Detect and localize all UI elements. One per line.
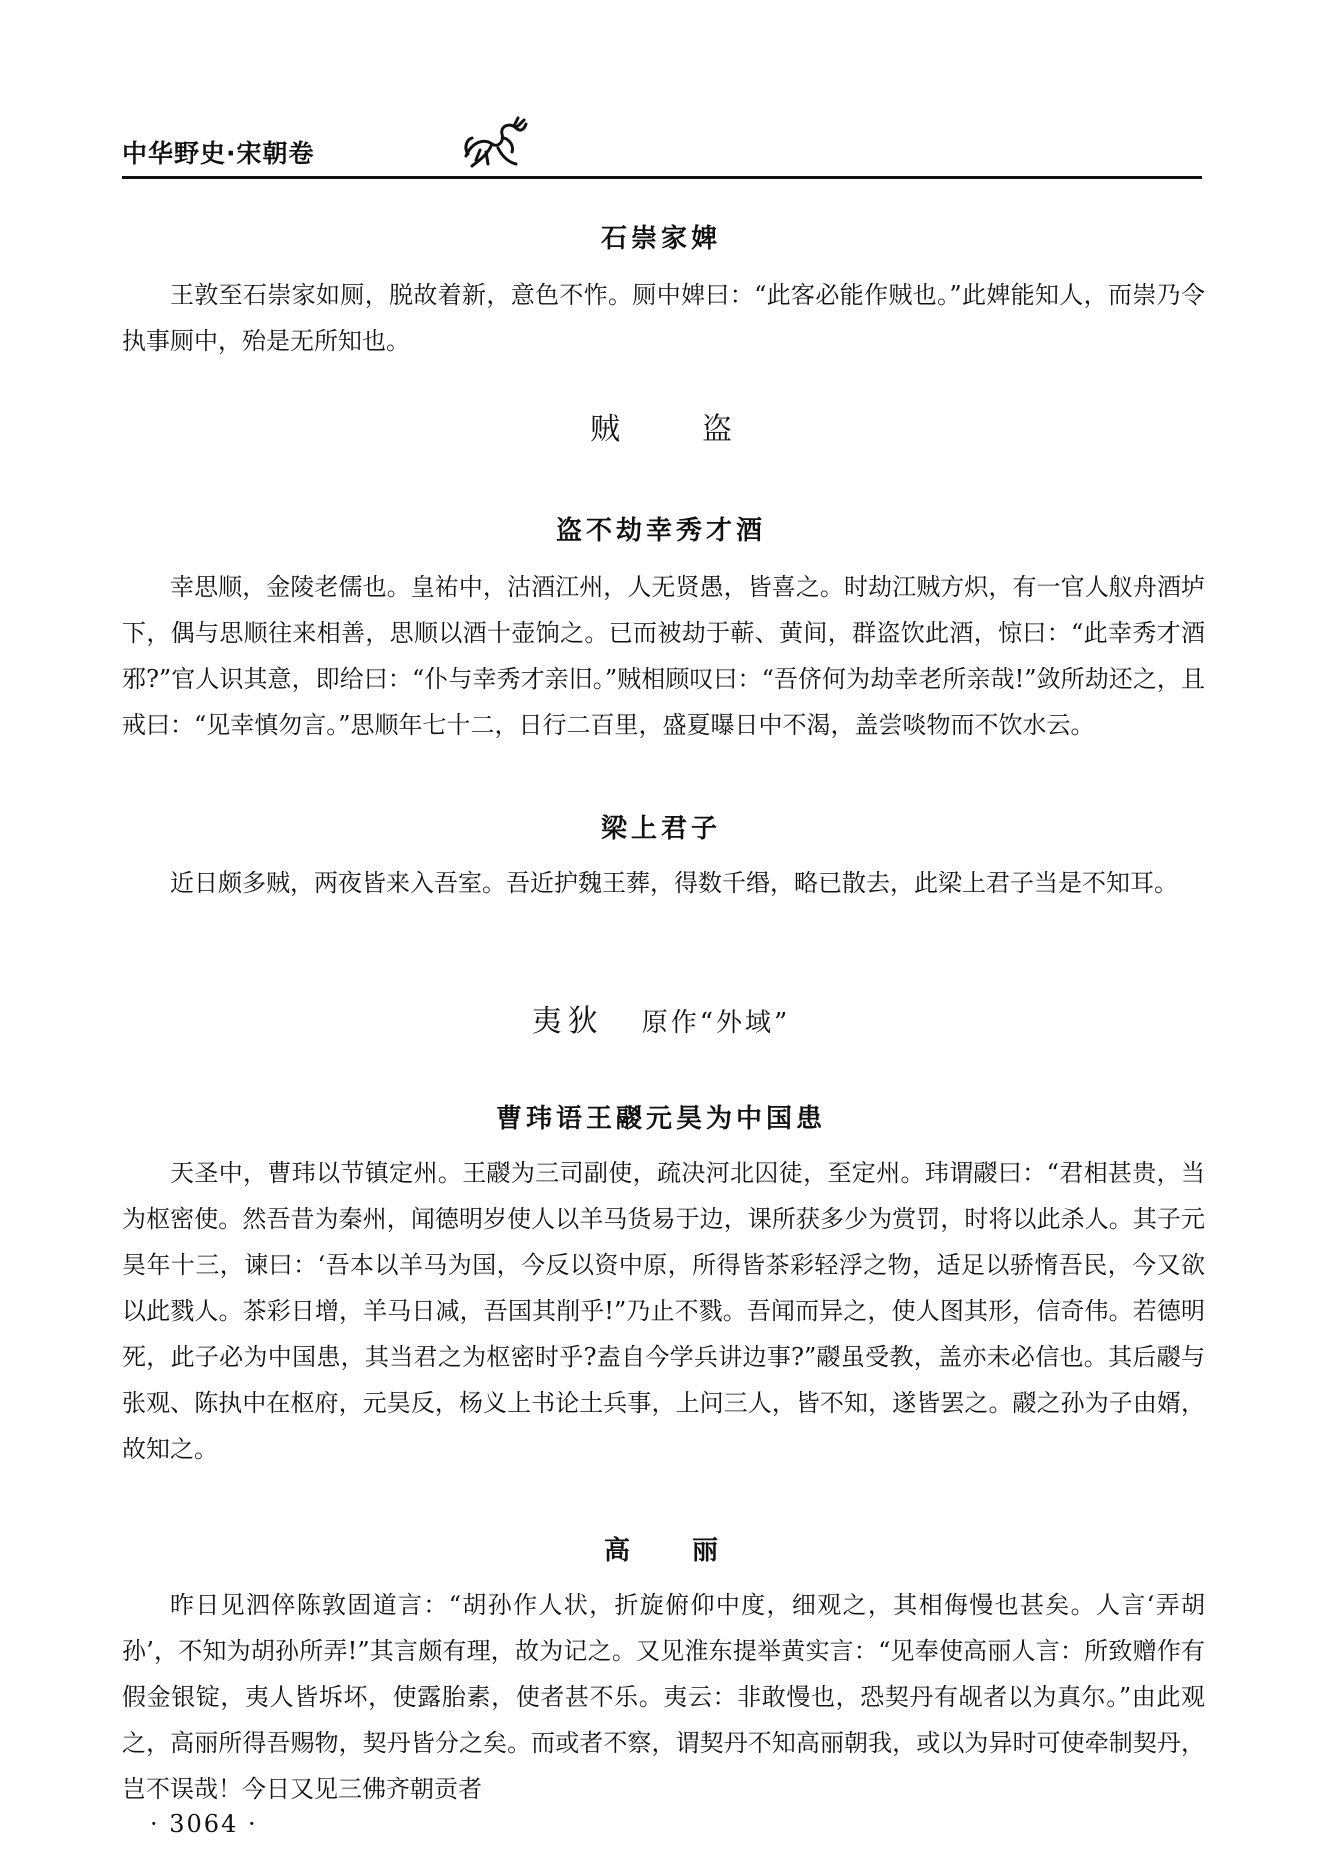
article-body-xingxiucai [122,564,1205,748]
section-title-note: 原作“外域” [641,1008,791,1038]
page-number: · 3064 · [150,1810,258,1838]
section-title-zeidao: 贼 盗 [590,412,758,447]
dragon-logo-icon [458,112,530,174]
paragraph: 近日颇多贼，两夜皆来入吾室。吾近护魏王葬，得数千缗，略已散去，此梁上君子当是不知耳。 [170,869,1178,897]
article-body-caowei [122,1150,1205,1472]
article-title-gaoli: 高 丽 [603,1536,736,1566]
article-title-liangshangjunzi: 梁上君子 [600,814,721,844]
page-header [122,104,1202,174]
article-title-xingxiucai: 盗不劫幸秀才酒 [555,516,766,546]
article-body-liangshangjunzi [122,860,1205,906]
article-title-shichong: 石崇家婢 [600,224,721,254]
paragraph: 昨日见泗倅陈敦固道言：“胡孙作人状，折旋俯仰中度，细观之，其相侮慢也甚矣。人言‘弄胡孙’，不知为胡孙所弄!”其言颇有理，故为记之。又见淮东提举黄实言：“见奉使高丽人言：所致赠作有假金银锭，夷人皆坼坏，使露胎素，使者甚不乐。夷云：非敢慢也，恐契丹有觇者以为真尔。”由此观之，高丽所得吾赐物，契丹皆分之矣。而或者不察，谓契丹不知高丽朝我，或以为异时可使牵制契丹，岂不误哉！今日又见三佛齐朝贡者 [122,1591,1205,1803]
article-body-gaoli [122,1582,1205,1812]
header-rule [122,176,1202,179]
section-title-main: 夷狄 [531,1004,604,1039]
paragraph: 王敦至石崇家如厕，脱故着新，意色不怍。厕中婢曰：“此客必能作贼也。”此婢能知人，而崇乃令执事厕中，殆是无所知也。 [122,281,1205,355]
article-title-caowei: 曹玮语王鬷元昊为中国患 [495,1104,826,1134]
book-title: 中华野史·宋朝卷 [122,139,315,168]
article-body-shichong [122,272,1205,364]
paragraph: 天圣中，曹玮以节镇定州。王鬷为三司副使，疏决河北囚徒，至定州。玮谓鬷曰：“君相甚贵，当为枢密使。然吾昔为秦州，闻德明岁使人以羊马货易于边，课所获多少为赏罚，时将以此杀人。其子元昊年十三，谏曰：‘吾本以羊马为国，今反以资中原，所得皆茶彩轻浮之物，适足以骄惰吾民，今又欲以此戮人。茶彩日增，羊马日减，吾国其削乎!”乃止不戮。吾闻而异之，使人图其形，信奇伟。若德明死，此子必为中国患，其当君之为枢密时乎?盍自今学兵讲边事?”鬷虽受教，盖亦未必信也。其后鬷与张观、陈执中在枢府，元昊反，杨义上书论土兵事，上问三人，皆不知，遂皆罢之。鬷之孙为子由婿，故知之。 [122,1159,1205,1463]
section-title-yidi [0,996,1322,1040]
paragraph: 幸思顺，金陵老儒也。皇祐中，沽酒江州，人无贤愚，皆喜之。时劫江贼方炽，有一官人舣舟酒垆下，偶与思顺往来相善，思顺以酒十壶饷之。已而被劫于蕲、黄间，群盗饮此酒，惊曰：“此幸秀才酒邪?”官人识其意，即给曰：“仆与幸秀才亲旧。”贼相顾叹曰：“吾侪何为劫幸老所亲哉!”敛所劫还之，且戒曰：“见幸慎勿言。”思顺年七十二，日行二百里，盛夏曝日中不渴，盖尝啖物而不饮水云。 [122,573,1205,739]
